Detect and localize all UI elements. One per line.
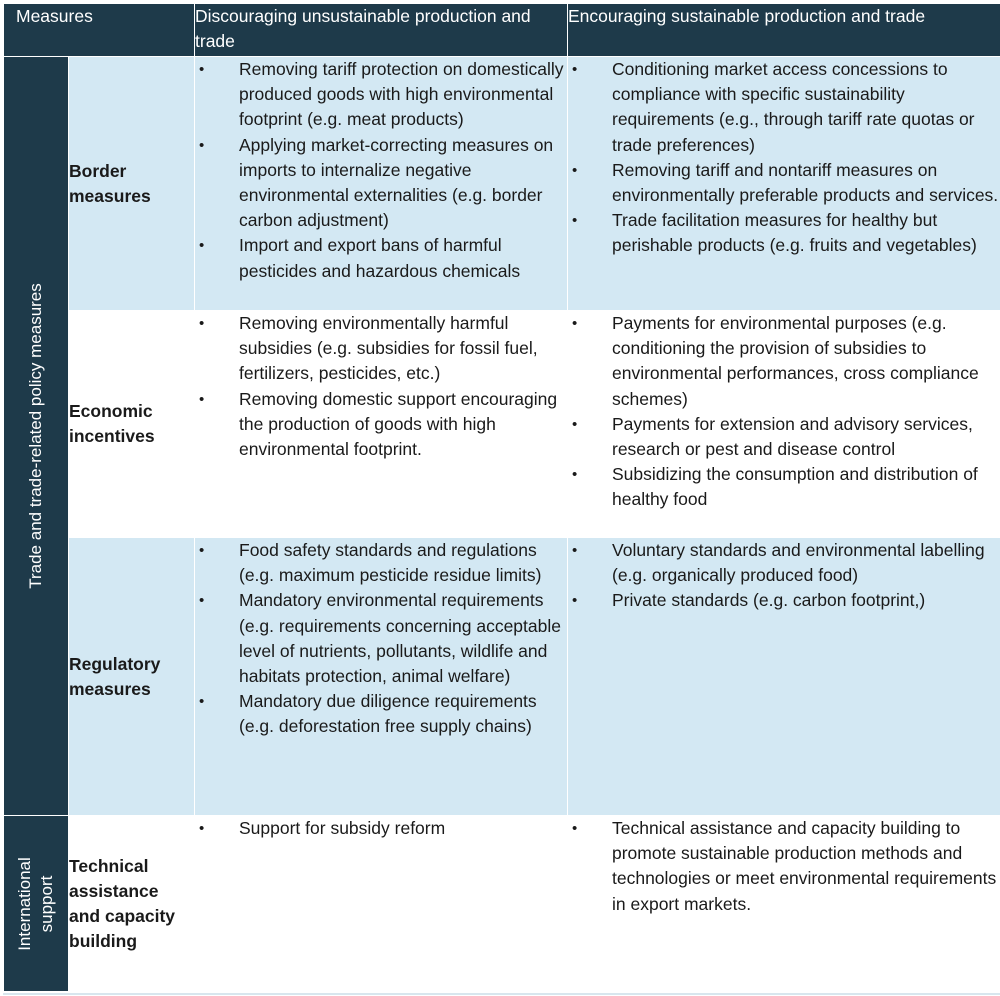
bullet-item bbox=[195, 816, 567, 841]
bullet-text: Trade facilitation measures for healthy but perishable products (e.g. fruits and vegetables) bbox=[612, 210, 977, 256]
bullet-text: Payments for environmental purposes (e.g. conditioning the provision of subsidies to environmental performances, cross compliance schemes) bbox=[612, 313, 979, 409]
bullet-item bbox=[568, 412, 1000, 462]
bullet-icon: • bbox=[572, 466, 578, 484]
group-international-line2: support bbox=[37, 875, 56, 932]
bullet-icon: • bbox=[572, 592, 578, 610]
cell-border-discouraging bbox=[195, 57, 568, 311]
bullet-item bbox=[568, 208, 1000, 258]
cell-technical-encouraging bbox=[568, 816, 1000, 992]
list-border-encouraging bbox=[568, 57, 1000, 259]
header-row bbox=[4, 4, 1000, 57]
bullet-text: Food safety standards and regulations (e.g. maximum pesticide residue limits) bbox=[239, 540, 542, 586]
bullet-icon: • bbox=[199, 237, 205, 255]
bullet-icon: • bbox=[199, 61, 205, 78]
bullet-text: Applying market-correcting measures on imports to internalize negative environmental externalities (e.g. border carbon adjustment) bbox=[239, 134, 554, 231]
list-regulatory-encouraging bbox=[568, 538, 1000, 614]
bullet-item bbox=[195, 57, 567, 133]
bullet-icon: • bbox=[199, 592, 205, 610]
measures-table bbox=[3, 3, 1000, 992]
list-economic-discouraging bbox=[195, 311, 567, 462]
bullet-icon: • bbox=[199, 390, 205, 408]
bullet-icon: • bbox=[199, 315, 205, 332]
bullet-item bbox=[195, 538, 567, 588]
bottom-rule bbox=[3, 993, 1000, 995]
row-economic-incentives bbox=[4, 311, 1000, 538]
bullet-text: Removing tariff protection on domestically produced goods with high environmental footprint (e.g. meat products) bbox=[239, 59, 564, 130]
bullet-icon: • bbox=[199, 693, 205, 711]
bullet-text: Import and export bans of harmful pesticides and hazardous chemicals bbox=[239, 235, 521, 281]
bullet-icon: • bbox=[572, 61, 578, 78]
bullet-text: Payments for extension and advisory services, research or pest and disease control bbox=[612, 413, 973, 460]
bullet-icon: • bbox=[572, 820, 578, 837]
bullet-item bbox=[568, 57, 1000, 158]
group-international-support bbox=[4, 816, 69, 992]
bullet-text: Support for subsidy reform bbox=[239, 818, 446, 838]
bullet-item bbox=[195, 588, 567, 689]
bullet-icon: • bbox=[199, 820, 205, 837]
row-border-measures bbox=[4, 57, 1000, 311]
cell-economic-discouraging bbox=[195, 311, 568, 538]
list-regulatory-discouraging bbox=[195, 538, 567, 740]
bullet-icon: • bbox=[572, 315, 578, 332]
cell-border-encouraging bbox=[568, 57, 1000, 311]
bullet-text: Subsidizing the consumption and distribution of healthy food bbox=[612, 464, 978, 510]
list-technical-encouraging bbox=[568, 816, 1000, 917]
row-label-economic: Economic incentives bbox=[69, 311, 195, 538]
row-technical-assistance bbox=[4, 816, 1000, 992]
bullet-text: Technical assistance and capacity building to promote sustainable production methods and technologies or meet environmental requirements in export markets. bbox=[612, 818, 997, 914]
bullet-item bbox=[195, 311, 567, 387]
bullet-text: Voluntary standards and environmental labelling (e.g. organically produced food) bbox=[612, 540, 985, 586]
bullet-text: Mandatory due diligence requirements (e.g. deforestation free supply chains) bbox=[239, 691, 537, 737]
bullet-icon: • bbox=[572, 161, 578, 179]
bullet-icon: • bbox=[572, 415, 578, 433]
bullet-icon: • bbox=[199, 136, 205, 154]
group-trade-policy-label: Trade and trade-related policy measures bbox=[26, 283, 45, 589]
bullet-text: Mandatory environmental requirements (e.g. requirements concerning acceptable level of nutrients, pollutants, wildlife and habitats protection, animal welfare) bbox=[239, 590, 561, 687]
header-discouraging: Discouraging unsustainable production and trade bbox=[195, 4, 568, 57]
cell-technical-discouraging bbox=[195, 816, 568, 992]
bullet-icon: • bbox=[199, 542, 205, 559]
bullet-text: Private standards (e.g. carbon footprint,) bbox=[612, 590, 926, 611]
bullet-item bbox=[568, 538, 1000, 588]
bullet-text: Removing tariff and nontariff measures on environmentally preferable products and services. bbox=[612, 159, 999, 206]
bullet-text: Conditioning market access concessions to compliance with specific sustainability requirements (e.g., through tariff rate quotas or trade preferences) bbox=[612, 59, 975, 155]
row-label-technical: Technical assistance and capacity building bbox=[69, 816, 195, 992]
group-international-support-label bbox=[14, 857, 58, 951]
bullet-item bbox=[195, 387, 567, 463]
bullet-item bbox=[195, 133, 567, 234]
bullet-text: Removing environmentally harmful subsidies (e.g. subsidies for fossil fuel, fertilizers, pesticides, etc.) bbox=[239, 313, 538, 384]
row-label-regulatory: Regulatory measures bbox=[69, 538, 195, 816]
list-technical-discouraging bbox=[195, 816, 567, 841]
bullet-item bbox=[195, 689, 567, 739]
bullet-item bbox=[568, 816, 1000, 917]
bullet-icon: • bbox=[572, 212, 578, 230]
cell-regulatory-encouraging bbox=[568, 538, 1000, 816]
bullet-text: Removing domestic support encouraging the production of goods with high environmental footprint. bbox=[239, 388, 558, 460]
bullet-item bbox=[195, 233, 567, 283]
group-international-line1: International bbox=[15, 856, 34, 951]
bullet-item bbox=[568, 462, 1000, 512]
group-trade-policy bbox=[4, 57, 69, 816]
list-economic-encouraging bbox=[568, 311, 1000, 513]
header-encouraging: Encouraging sustainable production and trade bbox=[568, 4, 1000, 57]
cell-regulatory-discouraging bbox=[195, 538, 568, 816]
list-border-discouraging bbox=[195, 57, 567, 284]
row-regulatory-measures bbox=[4, 538, 1000, 816]
cell-economic-encouraging bbox=[568, 311, 1000, 538]
bullet-item bbox=[568, 311, 1000, 412]
header-measures: Measures bbox=[4, 4, 195, 57]
bullet-icon: • bbox=[572, 542, 578, 559]
row-label-border: Border measures bbox=[69, 57, 195, 311]
bullet-item bbox=[568, 158, 1000, 208]
bullet-item bbox=[568, 588, 1000, 613]
